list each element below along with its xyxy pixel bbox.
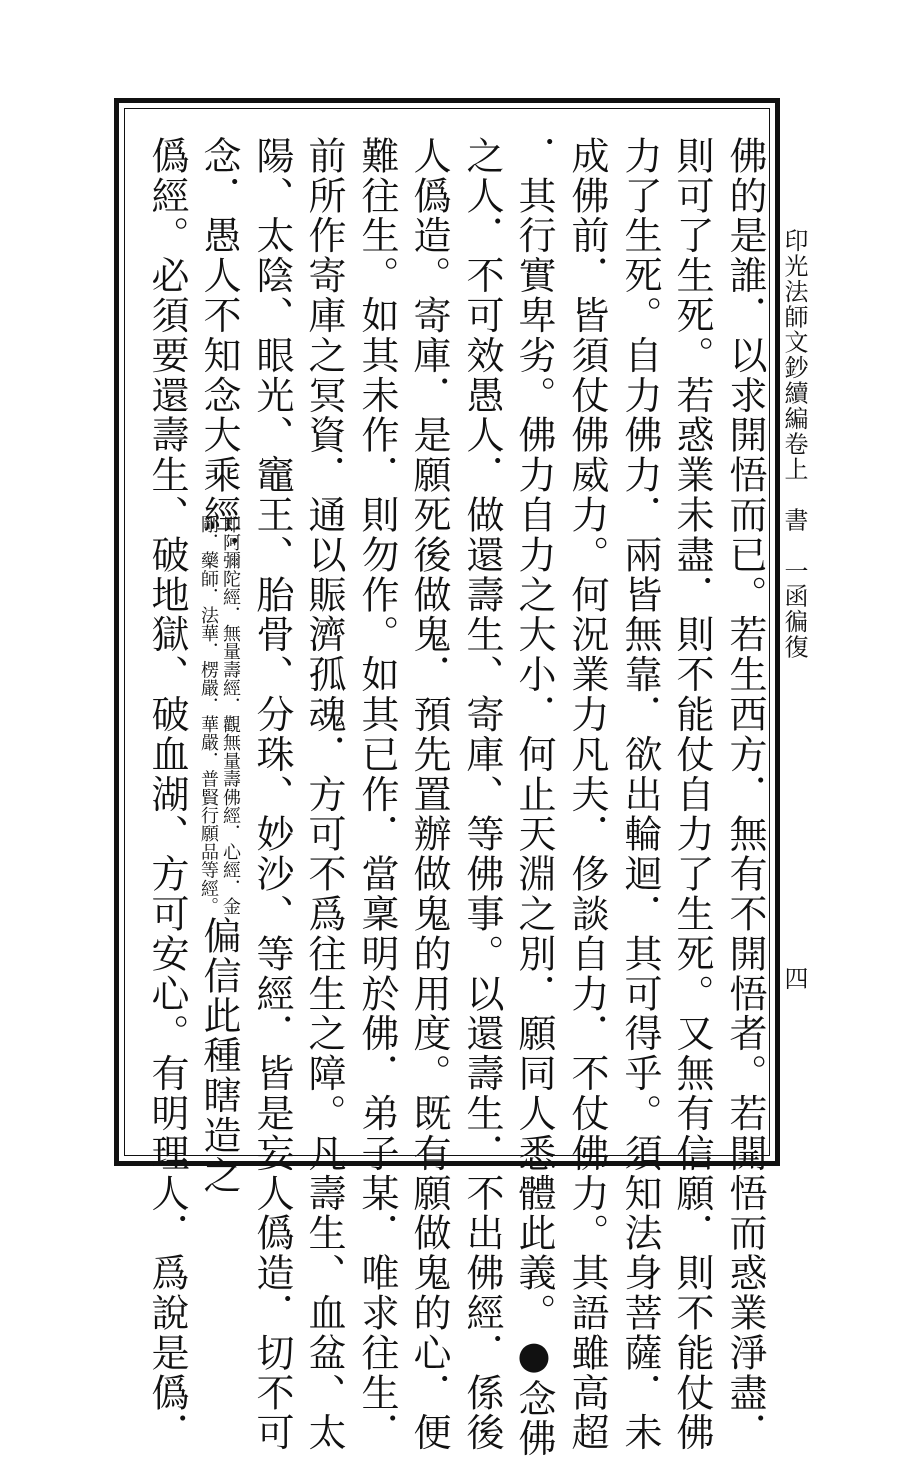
text-column-4: 成佛前．皆須仗佛威力。何況業力凡夫．侈談自力．不仗佛力。其語雖高超 xyxy=(565,136,609,1453)
text-column-3: 力了生死。自力佛力．兩皆無靠．欲出輪迴．其可得乎。須知法身菩薩．未 xyxy=(618,136,662,1453)
text-column-1: 佛的是誰．以求開悟而已。若生西方．無有不開悟者。若開悟而惑業淨盡． xyxy=(723,136,767,1453)
text-column-6: 之人．不可效愚人．做還壽生、寄庫、等佛事。以還壽生．不出佛經．係後 xyxy=(460,136,504,1453)
text-column-10: 陽、太陰、眼光、竈王、胎骨、分珠、妙沙、等經．皆是妄人僞造．切不可 xyxy=(250,136,294,1453)
text-column-11-head: 念．愚人不知念大乘經． xyxy=(197,136,241,575)
note-line-1: 即阿彌陀經．無量壽經．觀無量壽佛經．心經．金 xyxy=(220,515,241,916)
text-column-2: 則可了生死。若惑業未盡．則不能仗自力了生死。又無有信願．則不能仗佛 xyxy=(670,136,714,1453)
text-column-12: 僞經。必須要還壽生、破地獄、破血湖、方可安心。有明理人．爲說是僞． xyxy=(145,136,189,1453)
note-line-2: 剛．藥師．法華．楞嚴．華嚴．普賢行願品等經。 xyxy=(198,515,219,916)
page-number: 四 xyxy=(780,966,808,990)
text-column-9: 前所作寄庫之冥資．通以賑濟孤魂．方可不爲往生之障。凡壽生、血盆、太 xyxy=(302,136,346,1453)
text-column-5: ．其行實卑劣。佛力自力之大小．何止天淵之別．願同人悉體此義。●念佛 xyxy=(512,136,556,1459)
running-title: 印光法師文鈔續編卷上 書 一函徧復 xyxy=(780,228,808,660)
interlinear-note xyxy=(197,515,241,915)
text-column-7: 人僞造。寄庫．是願死後做鬼．預先置辦做鬼的用度。既有願做鬼的心．便 xyxy=(407,136,451,1453)
text-column-11-tail: 偏信此種瞎造之 xyxy=(197,916,241,1196)
text-column-8: 難往生。如其未作．則勿作。如其已作．當稟明於佛．弟子某．唯求往生． xyxy=(355,136,399,1453)
